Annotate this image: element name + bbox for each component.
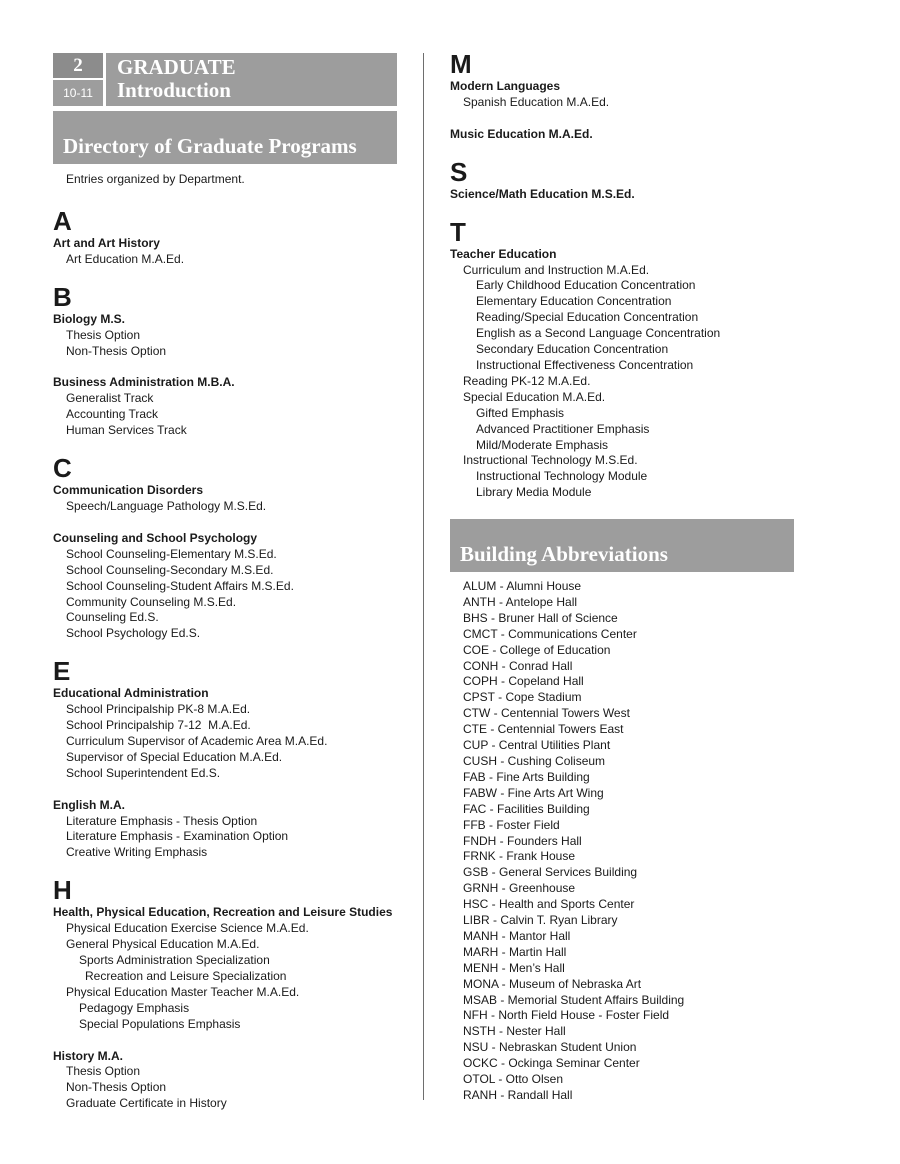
building-item: OCKC - Ockinga Seminar Center (463, 1056, 640, 1071)
dept-art: Art and Art History (53, 235, 160, 250)
program-subitem: Instructional Technology Module (476, 469, 648, 484)
building-item: FAC - Facilities Building (463, 801, 590, 816)
building-item: CMCT - Communications Center (463, 626, 637, 641)
building-item: FRNK - Frank House (463, 849, 576, 864)
building-item: HSC - Health and Sports Center (463, 897, 635, 912)
program-item: Physical Education Master Teacher M.A.Ed. (66, 984, 300, 999)
buildings-heading: Building Abbreviations (450, 519, 794, 572)
letter-t-heading: T (450, 216, 466, 247)
letter-b-heading: B (53, 281, 72, 312)
program-item: Physical Education Exercise Science M.A.Ed. (66, 921, 309, 936)
letter-m-heading: M (450, 49, 472, 79)
program-item: School Psychology Ed.S. (66, 626, 201, 641)
page-header (53, 53, 397, 106)
program-subitem: Early Childhood Education Concentration (476, 278, 696, 293)
building-item: CTE - Centennial Towers East (463, 722, 624, 737)
program-item: Creative Writing Emphasis (66, 845, 208, 860)
letter-a-heading: A (53, 205, 72, 236)
header-title (106, 53, 397, 106)
building-item: BHS - Bruner Hall of Science (463, 610, 618, 625)
program-subitem: Special Populations Emphasis (79, 1016, 241, 1031)
program-item: Non-Thesis Option (66, 1080, 167, 1095)
building-item: NSTH - Nester Hall (463, 1024, 566, 1039)
header-title-line1: GRADUATE (117, 55, 236, 79)
letter-c-heading: C (53, 453, 72, 484)
letter-e-heading: E (53, 656, 71, 687)
program-subitem: Secondary Education Concentration (476, 342, 669, 357)
program-item: Reading PK-12 M.A.Ed. (463, 373, 591, 388)
building-item: COE - College of Education (463, 642, 611, 657)
dept-health: Health, Physical Education, Recreation and Leisure Studies (53, 905, 393, 920)
dept-teacher: Teacher Education (450, 246, 557, 261)
program-item: Curriculum Supervisor of Academic Area M.A.Ed. (66, 733, 328, 748)
program-subitem: Advanced Practitioner Emphasis (476, 421, 650, 436)
building-item: OTOL - Otto Olsen (463, 1072, 564, 1087)
program-item: Counseling Ed.S. (66, 610, 159, 625)
dept-communication: Communication Disorders (53, 483, 204, 498)
building-list (463, 579, 793, 1104)
header-title-line2: Introduction (117, 78, 231, 102)
program-item: Speech/Language Pathology M.S.Ed. (66, 498, 267, 513)
building-item: GRNH - Greenhouse (463, 881, 576, 896)
building-item: CPST - Cope Stadium (463, 690, 582, 705)
program-item: Supervisor of Special Education M.A.Ed. (66, 749, 283, 764)
program-item: Literature Emphasis - Thesis Option (66, 813, 258, 828)
building-item: MARH - Martin Hall (463, 944, 567, 959)
program-subitem: Pedagogy Emphasis (79, 1000, 190, 1015)
program-item: Instructional Technology M.S.Ed. (463, 453, 638, 468)
program-subitem: Gifted Emphasis (476, 405, 565, 420)
program-item: School Counseling-Student Affairs M.S.Ed. (66, 578, 294, 593)
program-subitem: Recreation and Leisure Specialization (85, 968, 287, 983)
program-item: Curriculum and Instruction M.A.Ed. (463, 262, 650, 277)
building-item: ANTH - Antelope Hall (463, 594, 578, 609)
directory-heading: Directory of Graduate Programs (53, 111, 397, 164)
program-item: General Physical Education M.A.Ed. (66, 937, 260, 952)
program-item: Thesis Option (66, 327, 141, 342)
column-divider (423, 53, 424, 1100)
building-item: NFH - North Field House - Foster Field (463, 1008, 670, 1023)
building-item: CONH - Conrad Hall (463, 658, 573, 673)
program-subitem: Mild/Moderate Emphasis (476, 437, 609, 452)
page-number: 2 (53, 53, 103, 78)
program-item: Literature Emphasis - Examination Option (66, 829, 289, 844)
dept-science: Science/Math Education M.S.Ed. (450, 186, 635, 201)
letter-s-heading: S (450, 156, 468, 187)
letter-h-heading: H (53, 875, 72, 906)
program-subitem: Instructional Effectiveness Concentration (476, 357, 694, 372)
building-item: MENH - Men’s Hall (463, 960, 565, 975)
dept-biology: Biology M.S. (53, 311, 125, 326)
program-subitem: Elementary Education Concentration (476, 294, 672, 309)
building-item: MONA - Museum of Nebraska Art (463, 976, 642, 991)
building-item: FNDH - Founders Hall (463, 833, 582, 848)
program-subitem: Library Media Module (476, 485, 592, 500)
building-item: LIBR - Calvin T. Ryan Library (463, 913, 618, 928)
program-subitem: Sports Administration Specialization (79, 953, 270, 967)
program-item: Non-Thesis Option (66, 343, 167, 358)
dept-music: Music Education M.A.Ed. (450, 126, 593, 141)
building-item: CTW - Centennial Towers West (463, 706, 630, 721)
program-item: School Principalship PK-8 M.A.Ed. (66, 702, 251, 717)
program-item: Spanish Education M.A.Ed. (463, 94, 610, 109)
program-item: School Counseling-Elementary M.S.Ed. (66, 546, 277, 561)
catalog-year: 10-11 (53, 80, 103, 106)
building-item: FFB - Foster Field (463, 817, 560, 832)
building-item: CUSH - Cushing Coliseum (463, 753, 606, 768)
building-item: FABW - Fine Arts Art Wing (463, 785, 604, 800)
program-item: School Counseling-Secondary M.S.Ed. (66, 562, 274, 577)
program-item: Art Education M.A.Ed. (66, 251, 185, 266)
program-item: Community Counseling M.S.Ed. (66, 594, 237, 609)
right-column (450, 49, 810, 501)
building-item: COPH - Copeland Hall (463, 674, 584, 689)
dept-business: Business Administration M.B.A. (53, 375, 235, 390)
dept-languages: Modern Languages (450, 79, 561, 93)
dept-history: History M.A. (53, 1048, 124, 1063)
building-item: CUP - Central Utilities Plant (463, 738, 611, 753)
program-item: School Superintendent Ed.S. (66, 765, 221, 780)
building-item: NSU - Nebraskan Student Union (463, 1040, 637, 1055)
dept-edadmin: Educational Administration (53, 686, 209, 701)
building-item: MANH - Mantor Hall (463, 928, 571, 943)
program-item: School Principalship 7-12 M.A.Ed. (66, 718, 251, 733)
program-item: Graduate Certificate in History (66, 1096, 227, 1111)
program-subitem: Reading/Special Education Concentration (476, 310, 699, 325)
program-item: Accounting Track (66, 407, 159, 422)
directory-intro: Entries organized by Department. (66, 172, 245, 186)
program-item: Generalist Track (66, 391, 154, 406)
building-item: FAB - Fine Arts Building (463, 769, 590, 784)
building-item: MSAB - Memorial Student Affairs Building (463, 992, 685, 1007)
dept-counseling: Counseling and School Psychology (53, 530, 258, 545)
dept-english: English M.A. (53, 797, 125, 812)
program-subitem: English as a Second Language Concentration (476, 326, 721, 341)
left-column (53, 170, 413, 1112)
building-item: ALUM - Alumni House (463, 579, 582, 593)
building-item: GSB - General Services Building (463, 865, 638, 880)
building-item: RANH - Randall Hall (463, 1088, 573, 1102)
program-item: Thesis Option (66, 1064, 141, 1079)
program-item: Special Education M.A.Ed. (463, 389, 606, 404)
program-item: Human Services Track (66, 423, 187, 438)
